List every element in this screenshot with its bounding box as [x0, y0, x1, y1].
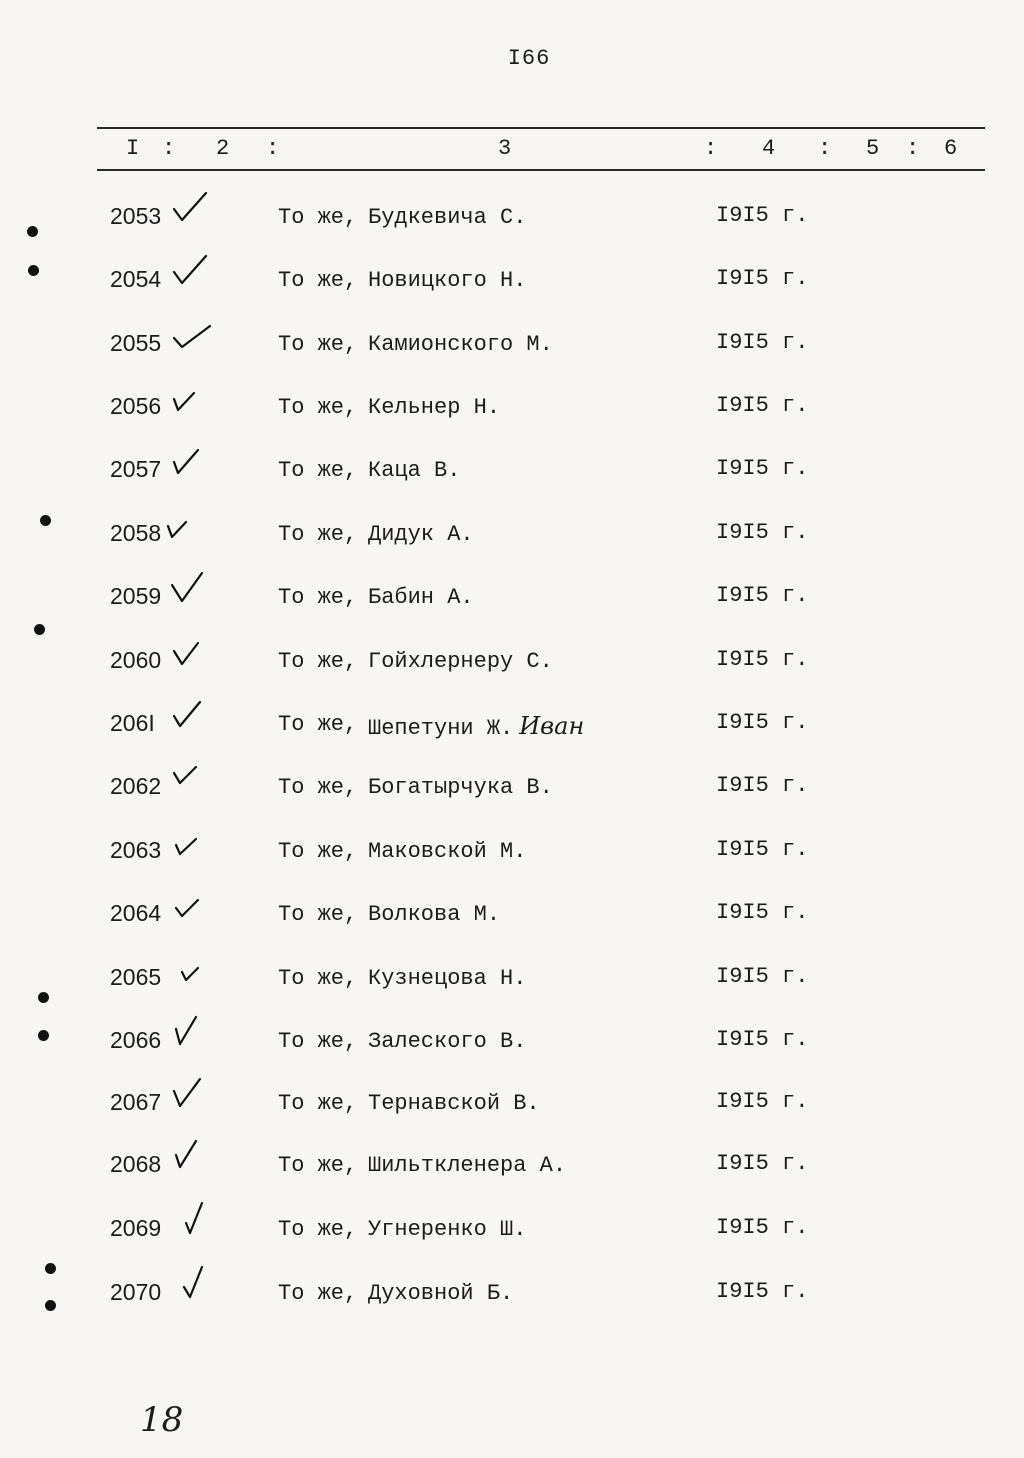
header-separator: : [704, 136, 718, 161]
checkmark-icon [170, 189, 214, 225]
record-year: I9I5 г. [716, 203, 809, 228]
record-year: I9I5 г. [716, 773, 809, 798]
checkmark-icon [170, 886, 214, 922]
table-row [0, 1027, 1024, 1067]
record-prefix: То же, [278, 712, 358, 737]
record-name: Кузнецова Н. [368, 966, 527, 991]
record-name: Залеского В. [368, 1029, 527, 1054]
binding-hole [40, 515, 51, 526]
record-year: I9I5 г. [716, 330, 809, 355]
record-prefix: То же, [278, 1217, 358, 1242]
table-row [0, 520, 1024, 560]
record-year: I9I5 г. [716, 1215, 809, 1240]
checkmark-icon [170, 379, 214, 415]
record-name: Будкевича С. [368, 205, 527, 230]
record-prefix: То же, [278, 1029, 358, 1054]
record-prefix: То же, [278, 395, 358, 420]
record-prefix: То же, [278, 522, 358, 547]
record-prefix: То же, [278, 268, 358, 293]
checkmark-icon [180, 1265, 224, 1301]
record-name: Маковской М. [368, 839, 527, 864]
record-prefix: То же, [278, 585, 358, 610]
checkmark-icon [170, 1013, 214, 1049]
record-number: 2064 [110, 900, 162, 926]
header-col-4: 4 [762, 136, 776, 161]
header-col-1: I [126, 136, 140, 161]
record-year: I9I5 г. [716, 266, 809, 291]
table-header-rule [97, 169, 985, 171]
record-name [368, 712, 584, 741]
record-prefix: То же, [278, 332, 358, 357]
record-number: 2065 [110, 964, 162, 990]
record-number: 2060 [110, 647, 162, 673]
table-row [0, 837, 1024, 877]
record-name: Угнеренко Ш. [368, 1217, 527, 1242]
record-year: I9I5 г. [716, 1279, 809, 1304]
record-name: Дидук А. [368, 522, 474, 547]
table-row [0, 1151, 1024, 1191]
table-row [0, 964, 1024, 1004]
record-number: 2063 [110, 837, 162, 863]
record-year: I9I5 г. [716, 1151, 809, 1176]
record-number: 206I [110, 710, 155, 736]
table-row [0, 1279, 1024, 1319]
checkmark-icon [170, 823, 214, 859]
table-row [0, 583, 1024, 623]
binding-hole [27, 226, 38, 237]
handwritten-correction: Иван [519, 712, 585, 740]
binding-hole [45, 1263, 56, 1274]
record-year: I9I5 г. [716, 964, 809, 989]
checkmark-icon [170, 442, 214, 478]
record-number: 2068 [110, 1151, 162, 1177]
record-year: I9I5 г. [716, 1089, 809, 1114]
record-name-typed: Шепетуни Ж. [368, 716, 514, 741]
header-separator: : [906, 136, 920, 161]
record-number: 2067 [110, 1089, 162, 1115]
record-name: Тернавской В. [368, 1091, 540, 1116]
checkmark-icon [166, 506, 210, 542]
header-col-5: 5 [866, 136, 880, 161]
header-col-3: 3 [498, 136, 512, 161]
header-separator: : [266, 136, 280, 161]
record-name: Духовной Б. [368, 1281, 514, 1306]
checkmark-icon [170, 1075, 214, 1111]
record-name: Богатырчука В. [368, 775, 553, 800]
checkmark-icon [170, 569, 214, 605]
record-prefix: То же, [278, 839, 358, 864]
record-name: Каца В. [368, 458, 461, 483]
folio-number: 18 [140, 1400, 184, 1440]
record-prefix: То же, [278, 1091, 358, 1116]
table-row [0, 647, 1024, 687]
table-row [0, 456, 1024, 496]
record-year: I9I5 г. [716, 393, 809, 418]
record-year: I9I5 г. [716, 647, 809, 672]
binding-hole [28, 265, 39, 276]
record-prefix: То же, [278, 205, 358, 230]
record-number: 2069 [110, 1215, 162, 1241]
binding-hole [38, 992, 49, 1003]
binding-hole [38, 1030, 49, 1041]
checkmark-icon [170, 759, 214, 795]
binding-hole [45, 1300, 56, 1311]
record-name: Шильтклeнера А. [368, 1153, 567, 1178]
record-number: 2058 [110, 520, 162, 546]
record-year: I9I5 г. [716, 583, 809, 608]
table-row [0, 393, 1024, 433]
record-name: Камионского М. [368, 332, 553, 357]
checkmark-icon [180, 1201, 224, 1237]
record-prefix: То же, [278, 458, 358, 483]
header-col-2: 2 [216, 136, 230, 161]
table-row [0, 1089, 1024, 1129]
record-name: Кельнер Н. [368, 395, 501, 420]
record-year: I9I5 г. [716, 520, 809, 545]
record-number: 2053 [110, 203, 162, 229]
record-number: 2059 [110, 583, 162, 609]
record-number: 2055 [110, 330, 162, 356]
table-row [0, 266, 1024, 306]
table-row [0, 900, 1024, 940]
record-prefix: То же, [278, 1281, 358, 1306]
checkmark-icon [178, 950, 222, 986]
record-year: I9I5 г. [716, 456, 809, 481]
record-year: I9I5 г. [716, 837, 809, 862]
table-row [0, 1215, 1024, 1255]
table-row [0, 203, 1024, 243]
record-number: 2057 [110, 456, 162, 482]
record-number: 2062 [110, 773, 162, 799]
record-number: 2070 [110, 1279, 162, 1305]
record-name: Новицкого Н. [368, 268, 527, 293]
record-name: Бабин А. [368, 585, 474, 610]
table-top-rule [97, 127, 985, 129]
record-number: 2054 [110, 266, 162, 292]
record-prefix: То же, [278, 775, 358, 800]
binding-hole [34, 624, 45, 635]
record-prefix: То же, [278, 1153, 358, 1178]
header-col-6: 6 [944, 136, 958, 161]
record-name: Волкова М. [368, 902, 501, 927]
header-separator: : [162, 136, 176, 161]
table-row [0, 710, 1024, 750]
checkmark-icon [170, 316, 214, 352]
record-year: I9I5 г. [716, 710, 809, 735]
record-name: Гойхлернеру С. [368, 649, 553, 674]
header-separator: : [818, 136, 832, 161]
record-year: I9I5 г. [716, 1027, 809, 1052]
table-row [0, 773, 1024, 813]
checkmark-icon [170, 252, 214, 288]
checkmark-icon [170, 1137, 214, 1173]
checkmark-icon [170, 696, 214, 732]
record-prefix: То же, [278, 966, 358, 991]
checkmark-icon [170, 633, 214, 669]
table-row [0, 330, 1024, 370]
record-prefix: То же, [278, 902, 358, 927]
record-prefix: То же, [278, 649, 358, 674]
record-number: 2056 [110, 393, 162, 419]
record-year: I9I5 г. [716, 900, 809, 925]
record-number: 2066 [110, 1027, 162, 1053]
page-number: I66 [507, 46, 551, 71]
